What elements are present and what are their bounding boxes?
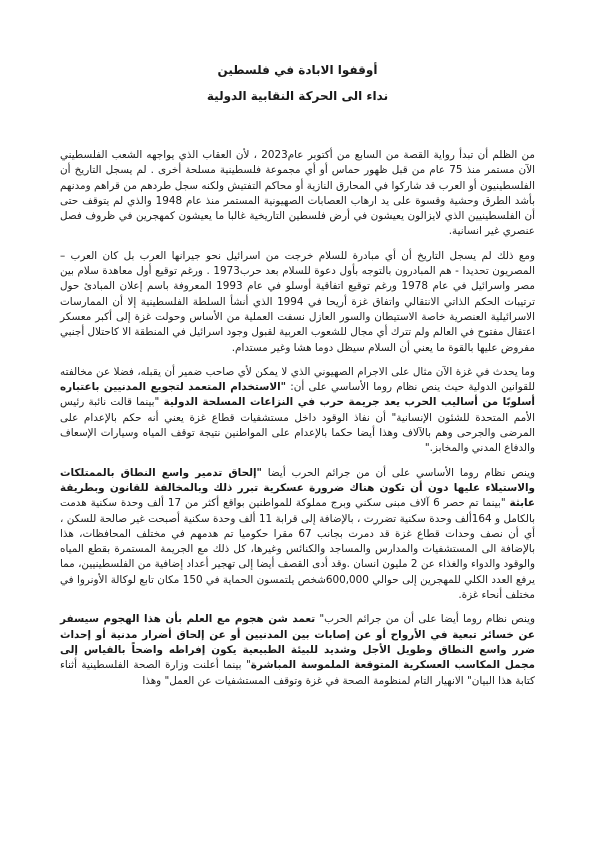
- paragraph-text: " بينما أعلنت وزارة الصحة الفلسطينية أثناء كتابة هذا البيان" الانهيار التام لمنظومة الصحة في غزة وتوقف المستشفيات عن العمل" وهذا: [60, 659, 535, 687]
- document-title: أوقفوا الابادة في فلسطين: [217, 63, 378, 77]
- paragraph: [60, 466, 535, 604]
- paragraph: [60, 148, 535, 240]
- paragraph-text: من الظلم أن تبدأ رواية القصة من السابع من أكتوبر عام2023 ، لأن العقاب الذي يواجهه الشعب الفلسطيني الآن مستمر منذ 75 عام من قبل ظهور حماس أو أي مجموعة فلسطينية مسلحة أخرى . لم يسجل التاريخ أن الفلسطينيون أو العرب قد شاركوا في المحارق النازية أو محاكم التفتيش ولكنه سجل طردهم من قراهم ومدنهم بأشد الطرق وحشية وقسوة على يد ارهاب العصابات الصهيونية المستمر منذ عام 1948 والذي لم يتوقف حتى أن الفلسطينيين الذي لايزالون يعيشون في أرض فلسطين التاريخية غالبا ما يعيشون كمهجرين في ظروف فصل عنصري غير انسانية.: [60, 149, 536, 238]
- document-subtitle: نداء الى الحركة النقابية الدولية: [206, 89, 389, 103]
- paragraph-text: "بينما تم حصر 6 آلاف مبنى سكني وبرج مملوكة للمواطنين بواقع أكثر من 17 ألف وحدة سكنية هدمت بالكامل و 164ألف وحدة سكنية تضررت ، بالإضافة إلى قرابة 11 ألف وحدة سكنية أصبحت غير صالحة للسكن ، أي أن نصف وحدات قطاع غزة قد دمرت بجانب 67 مقرا حكوميا تم هدمهم في مختلف المحافظات، هذا بالإضافة الى المستشفيات والمدارس والمساجد والكنائس وغيرها، كل ذلك مع الجريمة المستمرة بقطع المياه والوقود والدواء والغذاء عن 2 مليون انسان .وقد أدى القصف أيضا إلى تهجير أعداد إضافية من الفلسطينيين، مما يرفع العدد الكلي للمهجرين إلى حوالي 600,000شخص يلتمسون الحماية في 150 مكان تابع لوكالة الأونروا في مختلف أنحاء غزة.: [60, 497, 536, 602]
- bold-quote: تعمد شن هجوم مع العلم بأن هذا الهجوم سيسفر عن خسائر تبعية في الأرواح أو عن إصابات بين المدنيين أو عن إلحاق أضرار مدنية أو إحداث ضرر واسع النطاق وطويل الأجل وشديد للبيئة الطبيعية يكون إفراطه واضحاً بالقياس إلى مجمل المكاسب العسكرية المتوقعة الملموسة المباشرة: [60, 613, 535, 672]
- paragraph-text: ومع ذلك لم يسجل التاريخ أن أي مبادرة للسلام خرجت من اسرائيل نحو جيرانها العرب بل كان العرب – المصريون تحديدا - هم المبادرون بالتوجه بأول دعوة للسلام بعد حرب1973 . ورغم توقيع أول معاهدة سلام بين مصر واسرائيل في عام 1978 ورغم توقيع اتفاقية أوسلو في عام 1993 المعروفة باسم إعلان المبادئ حول ترتيبات الحكم الذاتي الانتقالي واتفاق غزة أريحا في 1994 الذي أنشأ السلطة الفلسطينية إلا أن الممارسات الاسرائيلية العنصرية خاصة الاستيطان والسور العازل نسفت العملية من الأساس وحولت غزة إلى أكبر معسكر اعتقال مفتوح في العالم ولم تترك أي مجال للشعوب العربية لقبول وجود اسرائيل في المنطقة الا كاحتلال أجنبي مفروض عليها بالقوة ما يعني أن السلام سيظل دوما هشا وغير مستدام.: [60, 249, 536, 354]
- paragraph-text: وينص نظام روما الأساسي على أن من جرائم الحرب أيضا: [261, 466, 535, 479]
- paragraph-text: وما يحدث في غزة الآن مثال على الاجرام الصهيوني الذي لا يمكن لأي صاحب ضمير أن يقبله، فضلا عن مخالفته للقوانين الدولية حيث ينص نظام روما الأساسي على أن:: [60, 365, 535, 394]
- paragraph: [60, 612, 535, 688]
- bold-quote: "إلحاق تدمير واسع النطاق بالممتلكات والاستيلاء عليها دون أن تكون هناك ضرورة عسكرية تبرر ذلك وبالمخالفة للقانون وبطريقة عابثة: [60, 466, 535, 510]
- paragraph-text: وينص نظام روما أيضا على أن من جرائم الحرب": [315, 613, 536, 626]
- document-body: [60, 148, 535, 689]
- paragraph: [60, 365, 535, 457]
- bold-quote: "الاستخدام المتعمد لتجويع المدنيين باعتباره أسلوبًا من أساليب الحرب يعد جريمة حرب في النزاعات المسلحة الدولية: [60, 381, 535, 409]
- paragraph-text: "بينما قالت نائبة رئيس الأمم المتحدة للشئون الإنسانية" أن نفاذ الوقود داخل مستشفيات قطاع غزة يعني أنه حكم بالإعدام على المرضى والجرحى وهم بالآلاف وهذا أيضا حكما بالإعدام على المواطنين نتيجة توقف المياه وسيارات الإسعاف والدفاع المدني والمخابز.": [60, 396, 535, 455]
- paragraph: [60, 249, 535, 356]
